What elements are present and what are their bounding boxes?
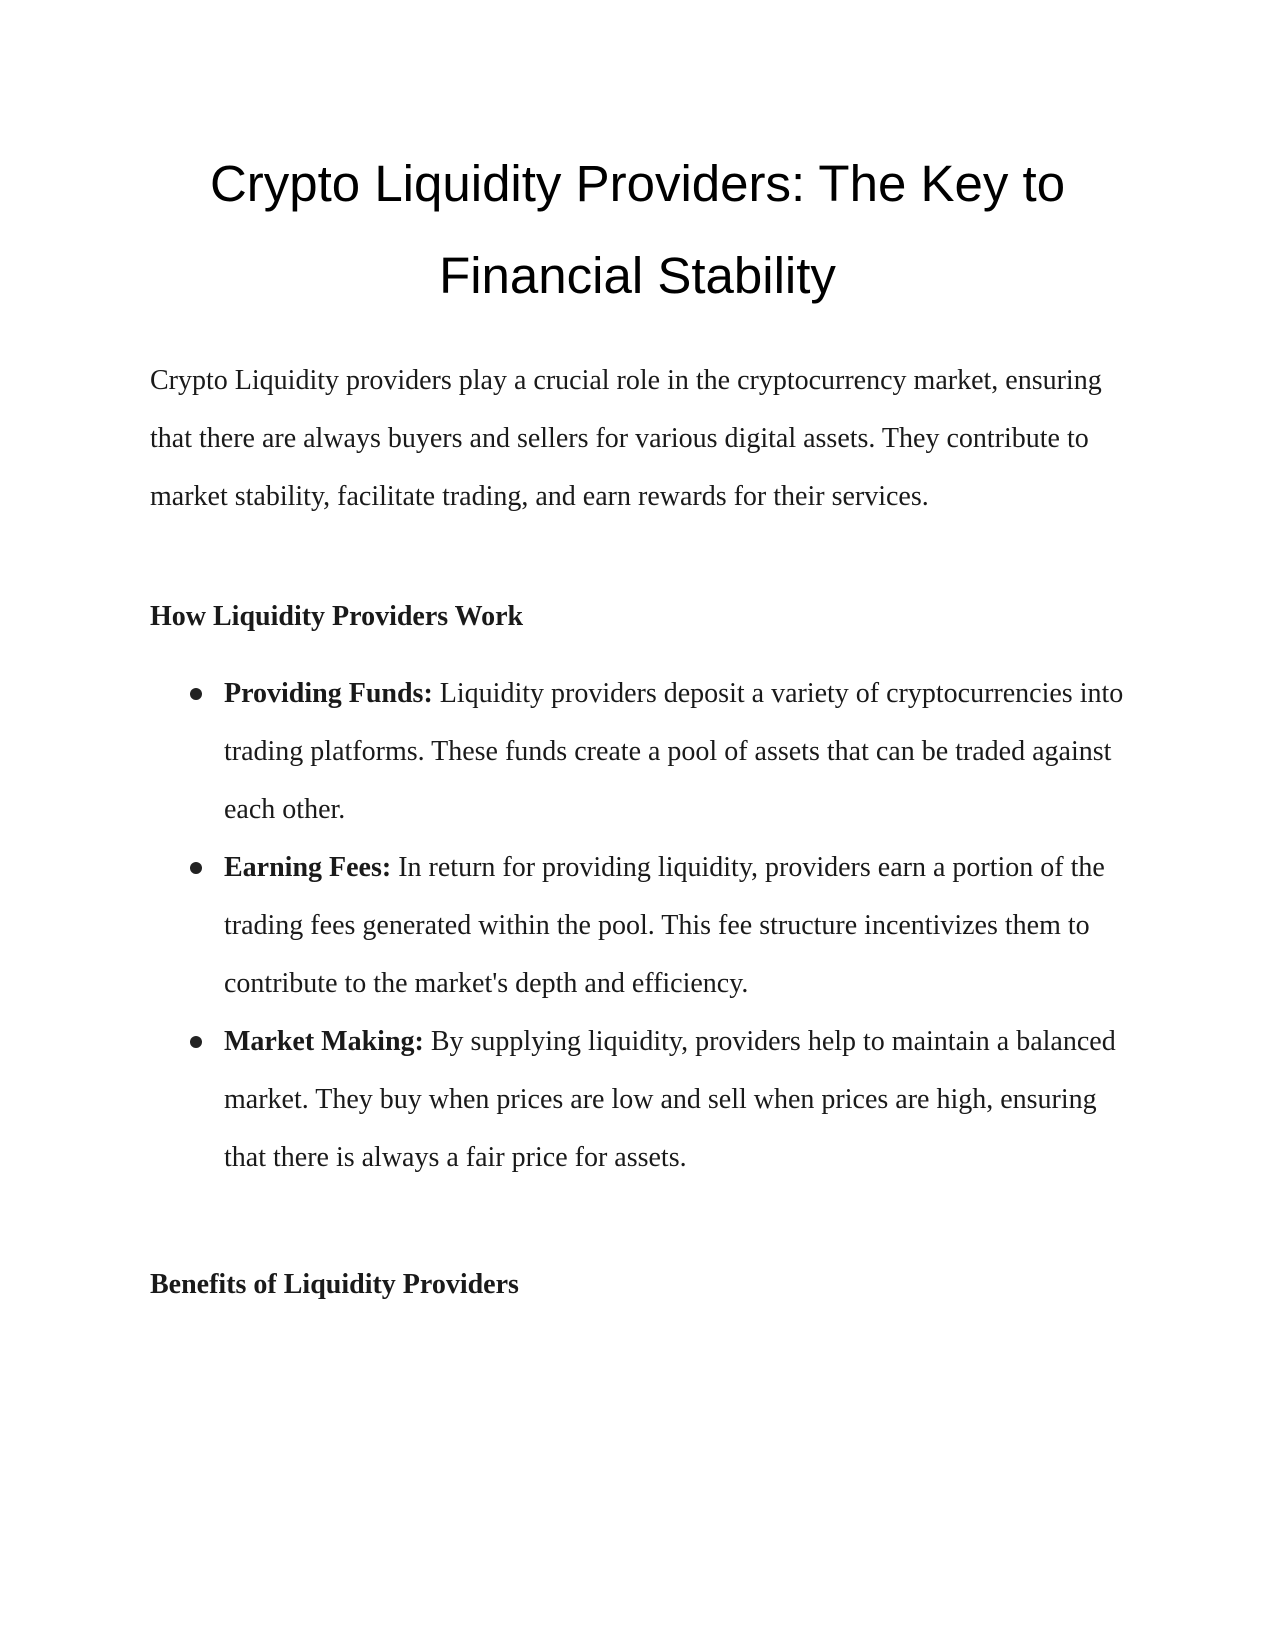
bullet-icon [190,862,202,874]
bullet-term: Providing Funds: [224,678,433,709]
bullet-icon [190,1036,202,1048]
document-title: Crypto Liquidity Providers: The Key to Financial Stability [209,155,1066,304]
intro-paragraph: Crypto Liquidity providers play a crucial role in the cryptocurrency market, ensuring that there are always buyers and sellers for various digital assets. They contribute to market stability, facilitate trading, and earn rewards for their services. [150,365,1102,512]
section-heading-benefits: Benefits of Liquidity Providers [150,1269,519,1300]
bullet-icon [190,688,202,700]
bullet-term: Market Making: [224,1026,424,1057]
list-item [150,839,1125,1013]
bullet-text: In return for providing liquidity, providers earn a portion of the trading fees generated within the pool. This fee structure incentivizes them to contribute to the market's depth and efficiency. [224,852,1105,999]
bullet-text: Liquidity providers deposit a variety of cryptocurrencies into trading platforms. These funds create a pool of assets that can be traded against each other. [224,678,1124,825]
list-item [150,665,1125,839]
list-item [150,1013,1125,1187]
how-it-works-list [150,665,1125,1187]
section-heading-how-it-works: How Liquidity Providers Work [150,601,524,632]
bullet-text: By supplying liquidity, providers help to maintain a balanced market. They buy when prices are low and sell when prices are high, ensuring that there is always a fair price for assets. [224,1026,1116,1173]
bullet-term: Earning Fees: [224,852,392,883]
